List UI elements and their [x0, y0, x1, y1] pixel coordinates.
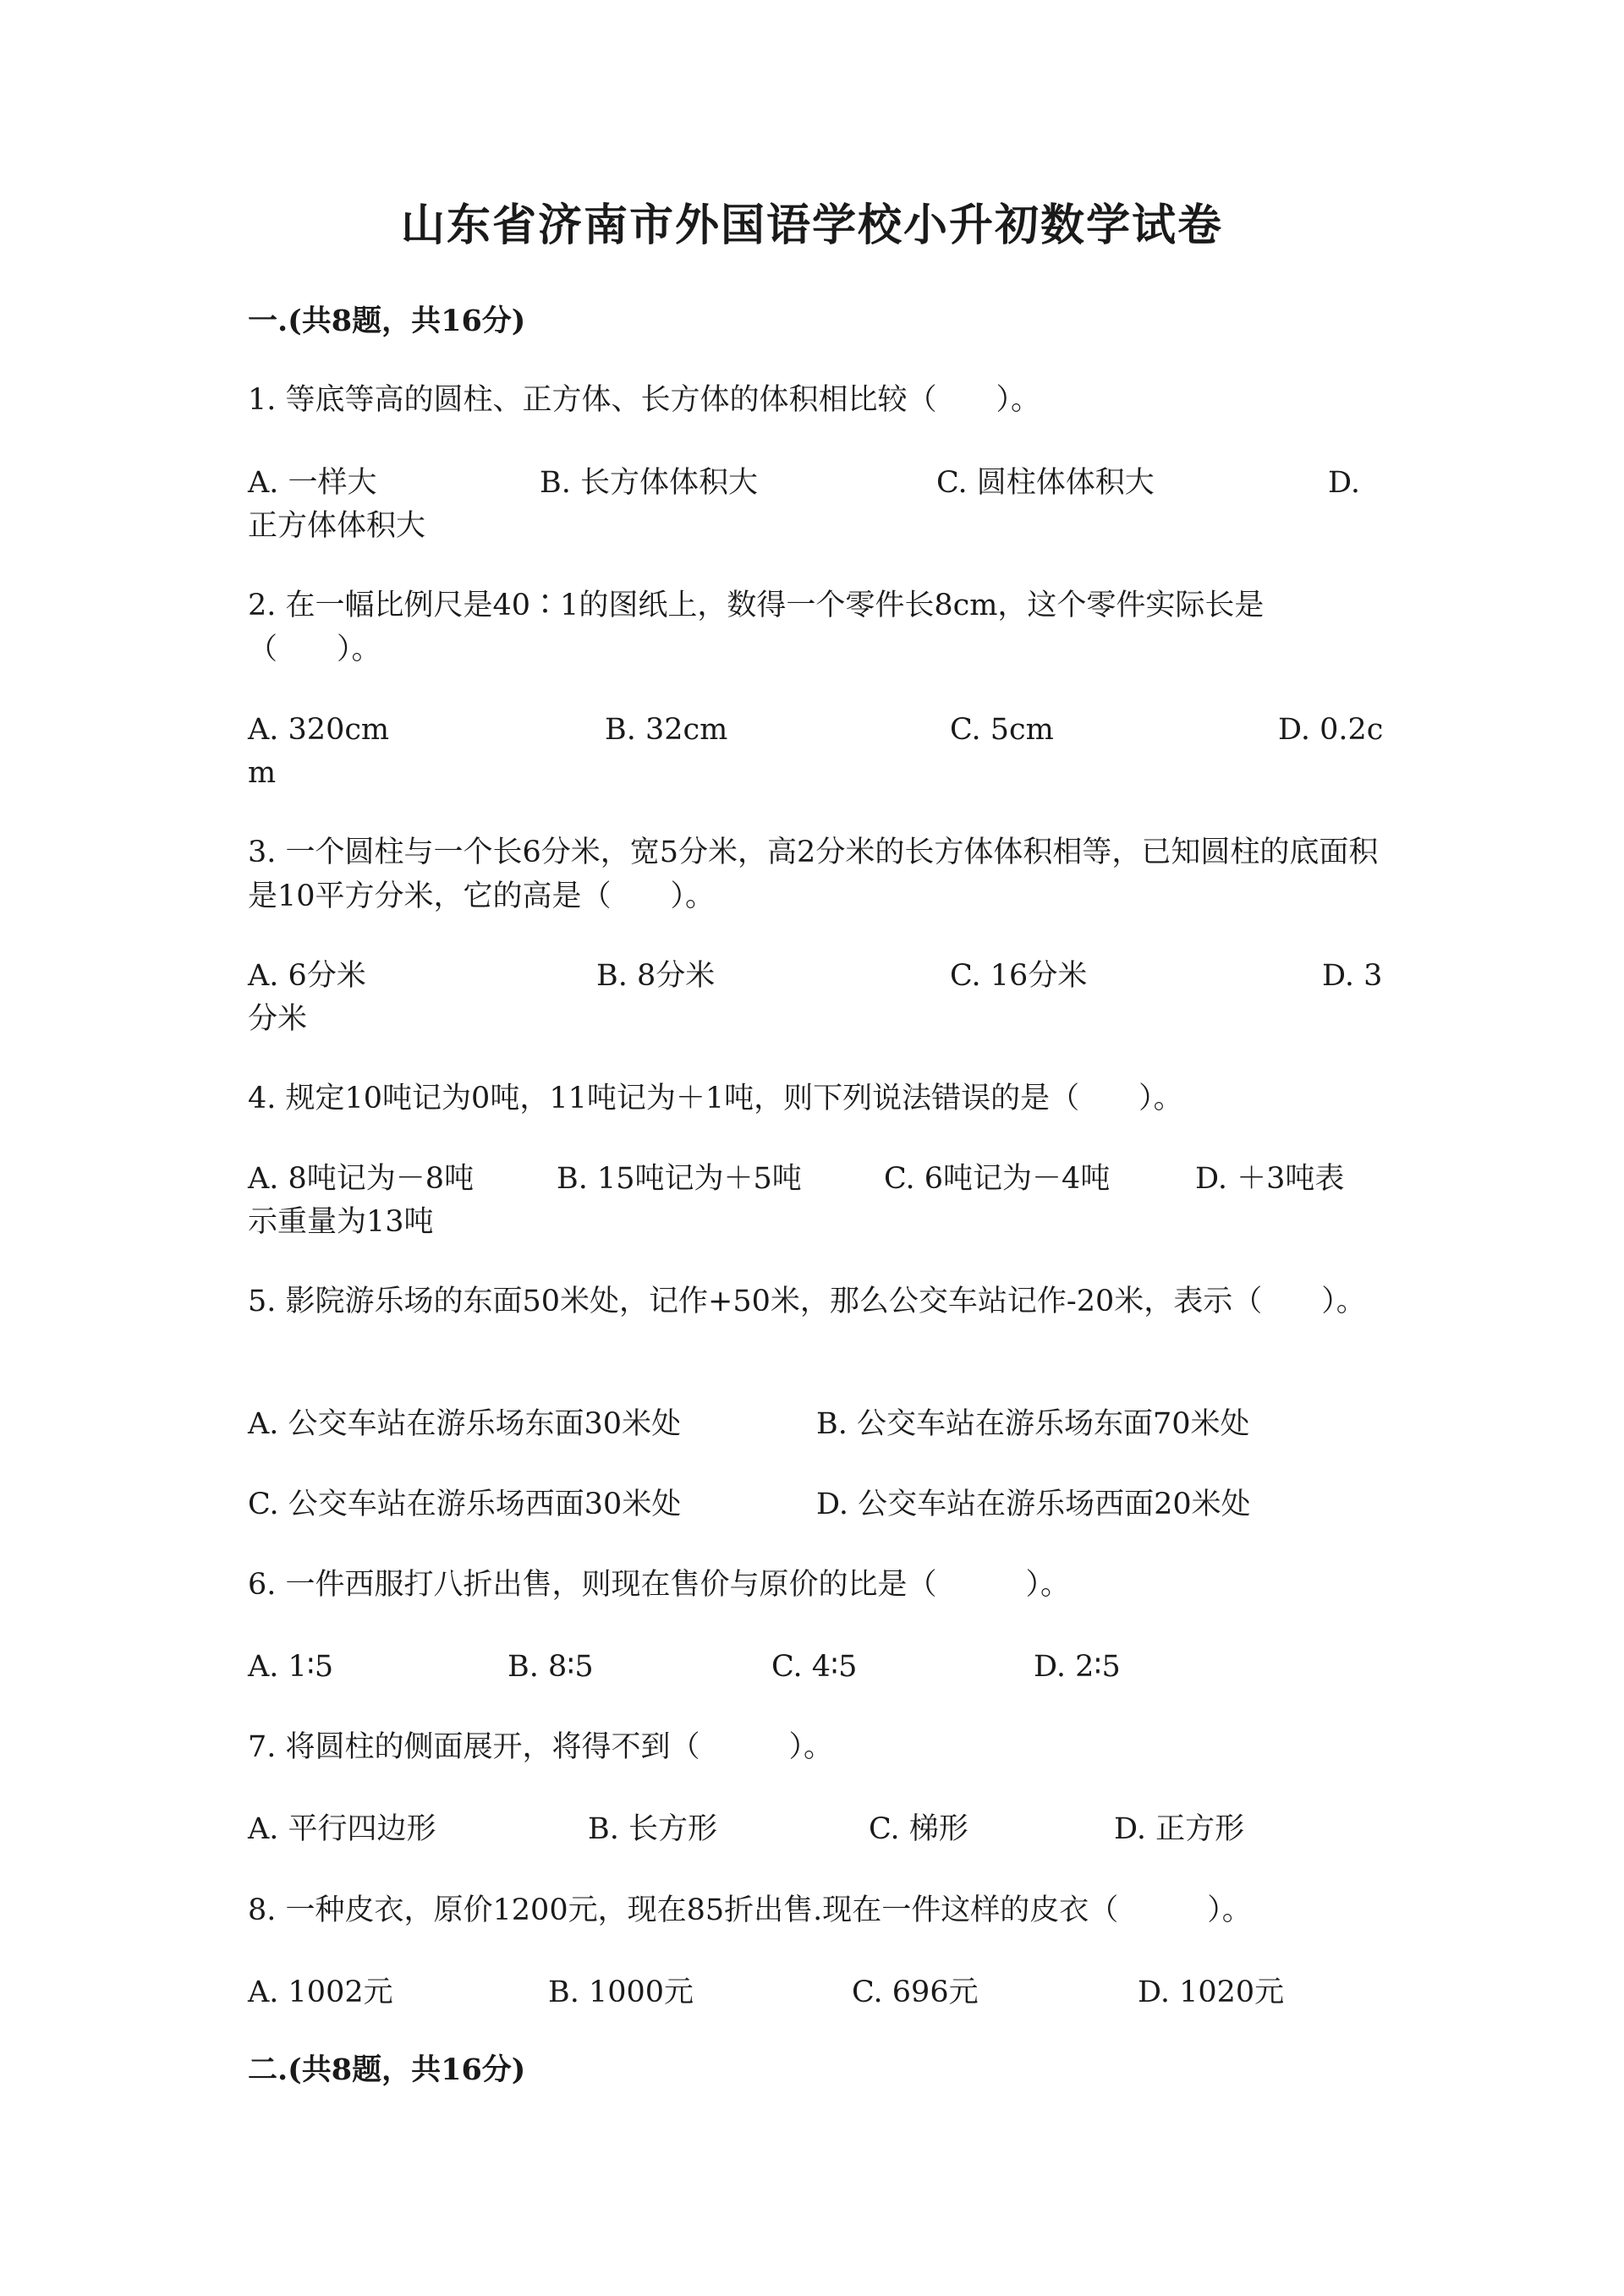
q1-option-d-continued: 正方体体积大 [248, 509, 426, 543]
q3-option-c[interactable]: C. 16分米 [950, 959, 1088, 993]
q1-option-c[interactable]: C. 圆柱体体积大 [936, 466, 1155, 500]
q6-option-d[interactable]: D. 2∶5 [1034, 1650, 1121, 1684]
question-6: 6. 一件西服打八折出售，则现在售价与原价的比是（ ）。 [248, 1568, 1071, 1602]
question-8: 8. 一种皮衣，原价1200元，现在85折出售.现在一件这样的皮衣（ ）。 [248, 1893, 1252, 1927]
q5-option-c[interactable]: C. 公交车站在游乐场西面30米处 [248, 1488, 682, 1521]
q1-option-b[interactable]: B. 长方体体积大 [540, 466, 758, 500]
q7-option-d[interactable]: D. 正方形 [1114, 1812, 1245, 1846]
q3-option-d[interactable]: D. 3 [1322, 959, 1383, 993]
question-2: 2. 在一幅比例尺是40∶1的图纸上，数得一个零件长8cm，这个零件实际长是（ ）。 [248, 589, 1265, 666]
q1-option-a[interactable]: A. 一样大 [248, 466, 377, 500]
q8-option-c[interactable]: C. 696元 [852, 1975, 979, 2009]
q1-option-d[interactable]: D. [1328, 466, 1360, 500]
q2-option-a[interactable]: A. 320cm [248, 713, 390, 747]
q2-option-d[interactable]: D. 0.2c [1278, 713, 1384, 747]
q7-option-a[interactable]: A. 平行四边形 [248, 1812, 436, 1846]
q3-option-d-continued: 分米 [248, 1002, 308, 1036]
q5-option-a[interactable]: A. 公交车站在游乐场东面30米处 [248, 1407, 682, 1441]
q6-option-b[interactable]: B. 8∶5 [508, 1650, 594, 1684]
q5-option-b[interactable]: B. 公交车站在游乐场东面70米处 [816, 1407, 1250, 1441]
q3-option-b[interactable]: B. 8分米 [596, 959, 716, 993]
q3-option-a[interactable]: A. 6分米 [248, 959, 366, 993]
question-7: 7. 将圆柱的侧面展开，将得不到（ ）。 [248, 1730, 834, 1764]
q2-option-c[interactable]: C. 5cm [950, 713, 1054, 747]
question-3: 3. 一个圆柱与一个长6分米，宽5分米，高2分米的长方体体积相等，已知圆柱的底面积是10平方分米，它的高是（ ）。 [248, 836, 1379, 913]
q6-option-a[interactable]: A. 1∶5 [248, 1650, 334, 1684]
section-heading-1: 一.(共8题，共16分) [248, 304, 526, 338]
q8-option-b[interactable]: B. 1000元 [548, 1975, 694, 2009]
q5-option-d[interactable]: D. 公交车站在游乐场西面20米处 [816, 1488, 1251, 1521]
page-title: 山东省济南市外国语学校小升初数学试卷 [400, 200, 1223, 251]
q4-option-d-continued: 示重量为13吨 [248, 1205, 434, 1239]
q4-option-c[interactable]: C. 6吨记为－4吨 [884, 1162, 1111, 1196]
question-5: 5. 影院游乐场的东面50米处，记作+50米，那么公交车站记作-20米，表示（ ）。 [248, 1285, 1366, 1318]
q2-option-b[interactable]: B. 32cm [605, 713, 728, 747]
q7-option-c[interactable]: C. 梯形 [869, 1812, 968, 1846]
q4-option-d[interactable]: D. ＋3吨表 [1195, 1162, 1345, 1196]
question-1: 1. 等底等高的圆柱、正方体、长方体的体积相比较（ ）。 [248, 383, 1041, 417]
question-4: 4. 规定10吨记为0吨，11吨记为＋1吨，则下列说法错误的是（ ）。 [248, 1082, 1183, 1115]
section-heading-2: 二.(共8题，共16分) [248, 2052, 526, 2087]
q4-option-a[interactable]: A. 8吨记为－8吨 [248, 1162, 475, 1196]
q4-option-b[interactable]: B. 15吨记为＋5吨 [557, 1162, 802, 1196]
q8-option-d[interactable]: D. 1020元 [1138, 1975, 1285, 2009]
q6-option-c[interactable]: C. 4∶5 [771, 1650, 858, 1684]
q8-option-a[interactable]: A. 1002元 [248, 1975, 393, 2009]
q7-option-b[interactable]: B. 长方形 [588, 1812, 717, 1846]
q2-option-d-continued: m [248, 756, 277, 790]
